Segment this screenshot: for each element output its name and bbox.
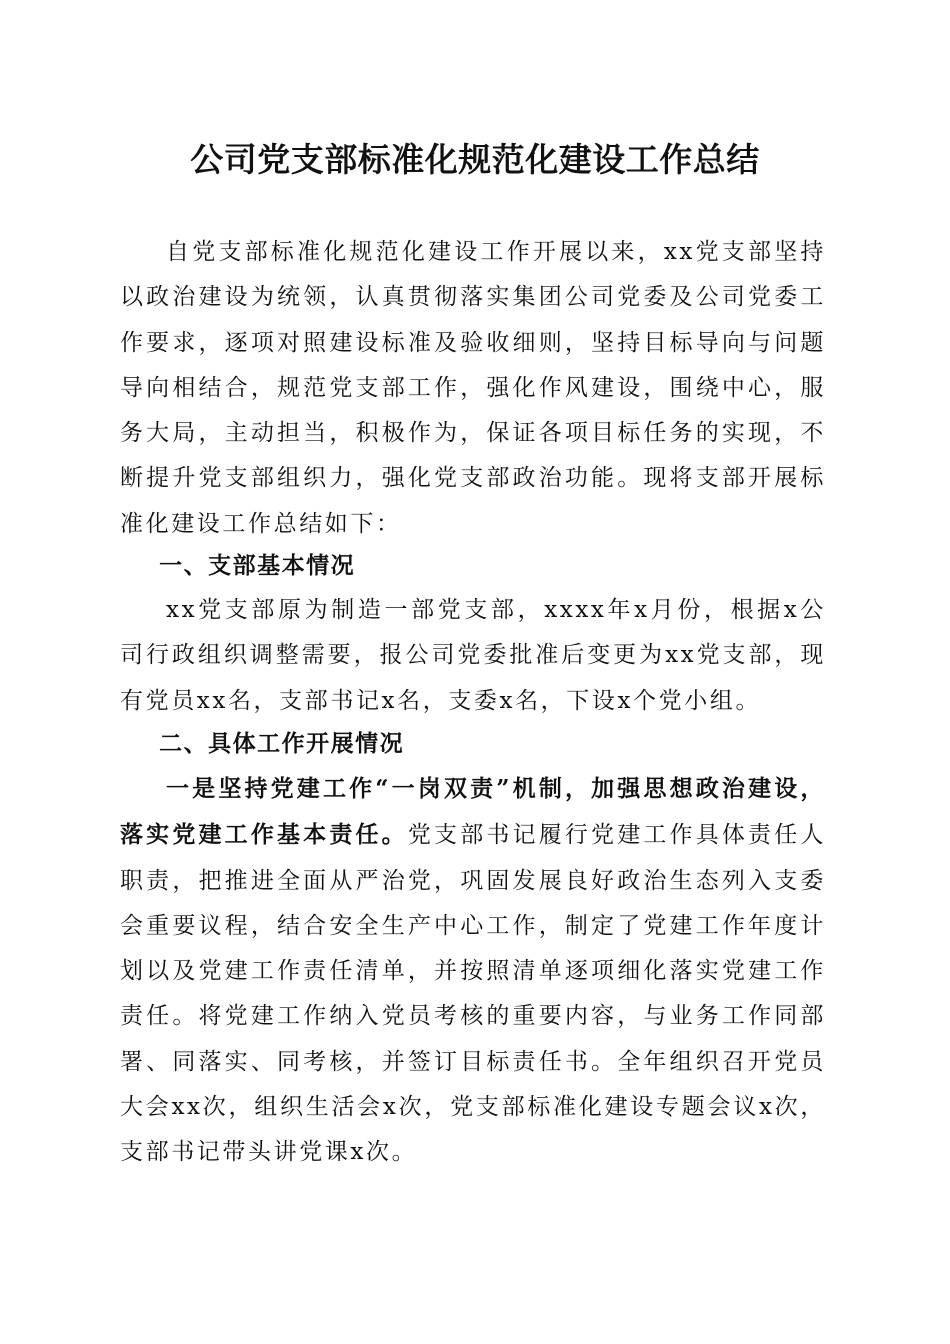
section-1-paragraph: xx党支部原为制造一部党支部，xxxx年x月份，根据x公司行政组织调整需要，报公司党委批准后变更为xx党支部，现有党员xx名，支部书记x名，支委x名，下设x个党小组。	[120, 597, 826, 714]
section-2-heading: 二、具体工作开展情况	[159, 731, 405, 757]
section-1-heading: 一、支部基本情况	[159, 553, 356, 579]
section-2-paragraph	[120, 766, 826, 1176]
intro-paragraph: 自党支部标准化规范化建设工作开展以来，xx党支部坚持以政治建设为统领，认真贯彻落实集团公司党委及公司党委工作要求，逐项对照建设标准及验收细则，坚持目标导向与问题导向相结合，规范党支部工作，强化作风建设，围绕中心，服务大局，主动担当，积极作为，保证各项目标任务的实现，不断提升党支部组织力，强化党支部政治功能。现将支部开展标准化建设工作总结如下：	[120, 239, 826, 537]
section-2-lead-sentence: 一是坚持党建工作“一岗双责”机制，加强思想政治建设，落实党建工作基本责任。	[120, 775, 826, 849]
section-2-body-text: 党支部书记履行党建工作具体责任人职责，把推进全面从严治党，巩固发展良好政治生态列入支委会重要议程，结合安全生产中心工作，制定了党建工作年度计划以及党建工作责任清单，并按照清单逐项细化落实党建工作责任。将党建工作纳入党员考核的重要内容，与业务工作同部署、同落实、同考核，并签订目标责任书。全年组织召开党员大会xx次，组织生活会x次，党支部标准化建设专题会议x次，支部书记带头讲党课x次。	[120, 822, 826, 1166]
document-title: 公司党支部标准化规范化建设工作总结	[190, 140, 760, 179]
